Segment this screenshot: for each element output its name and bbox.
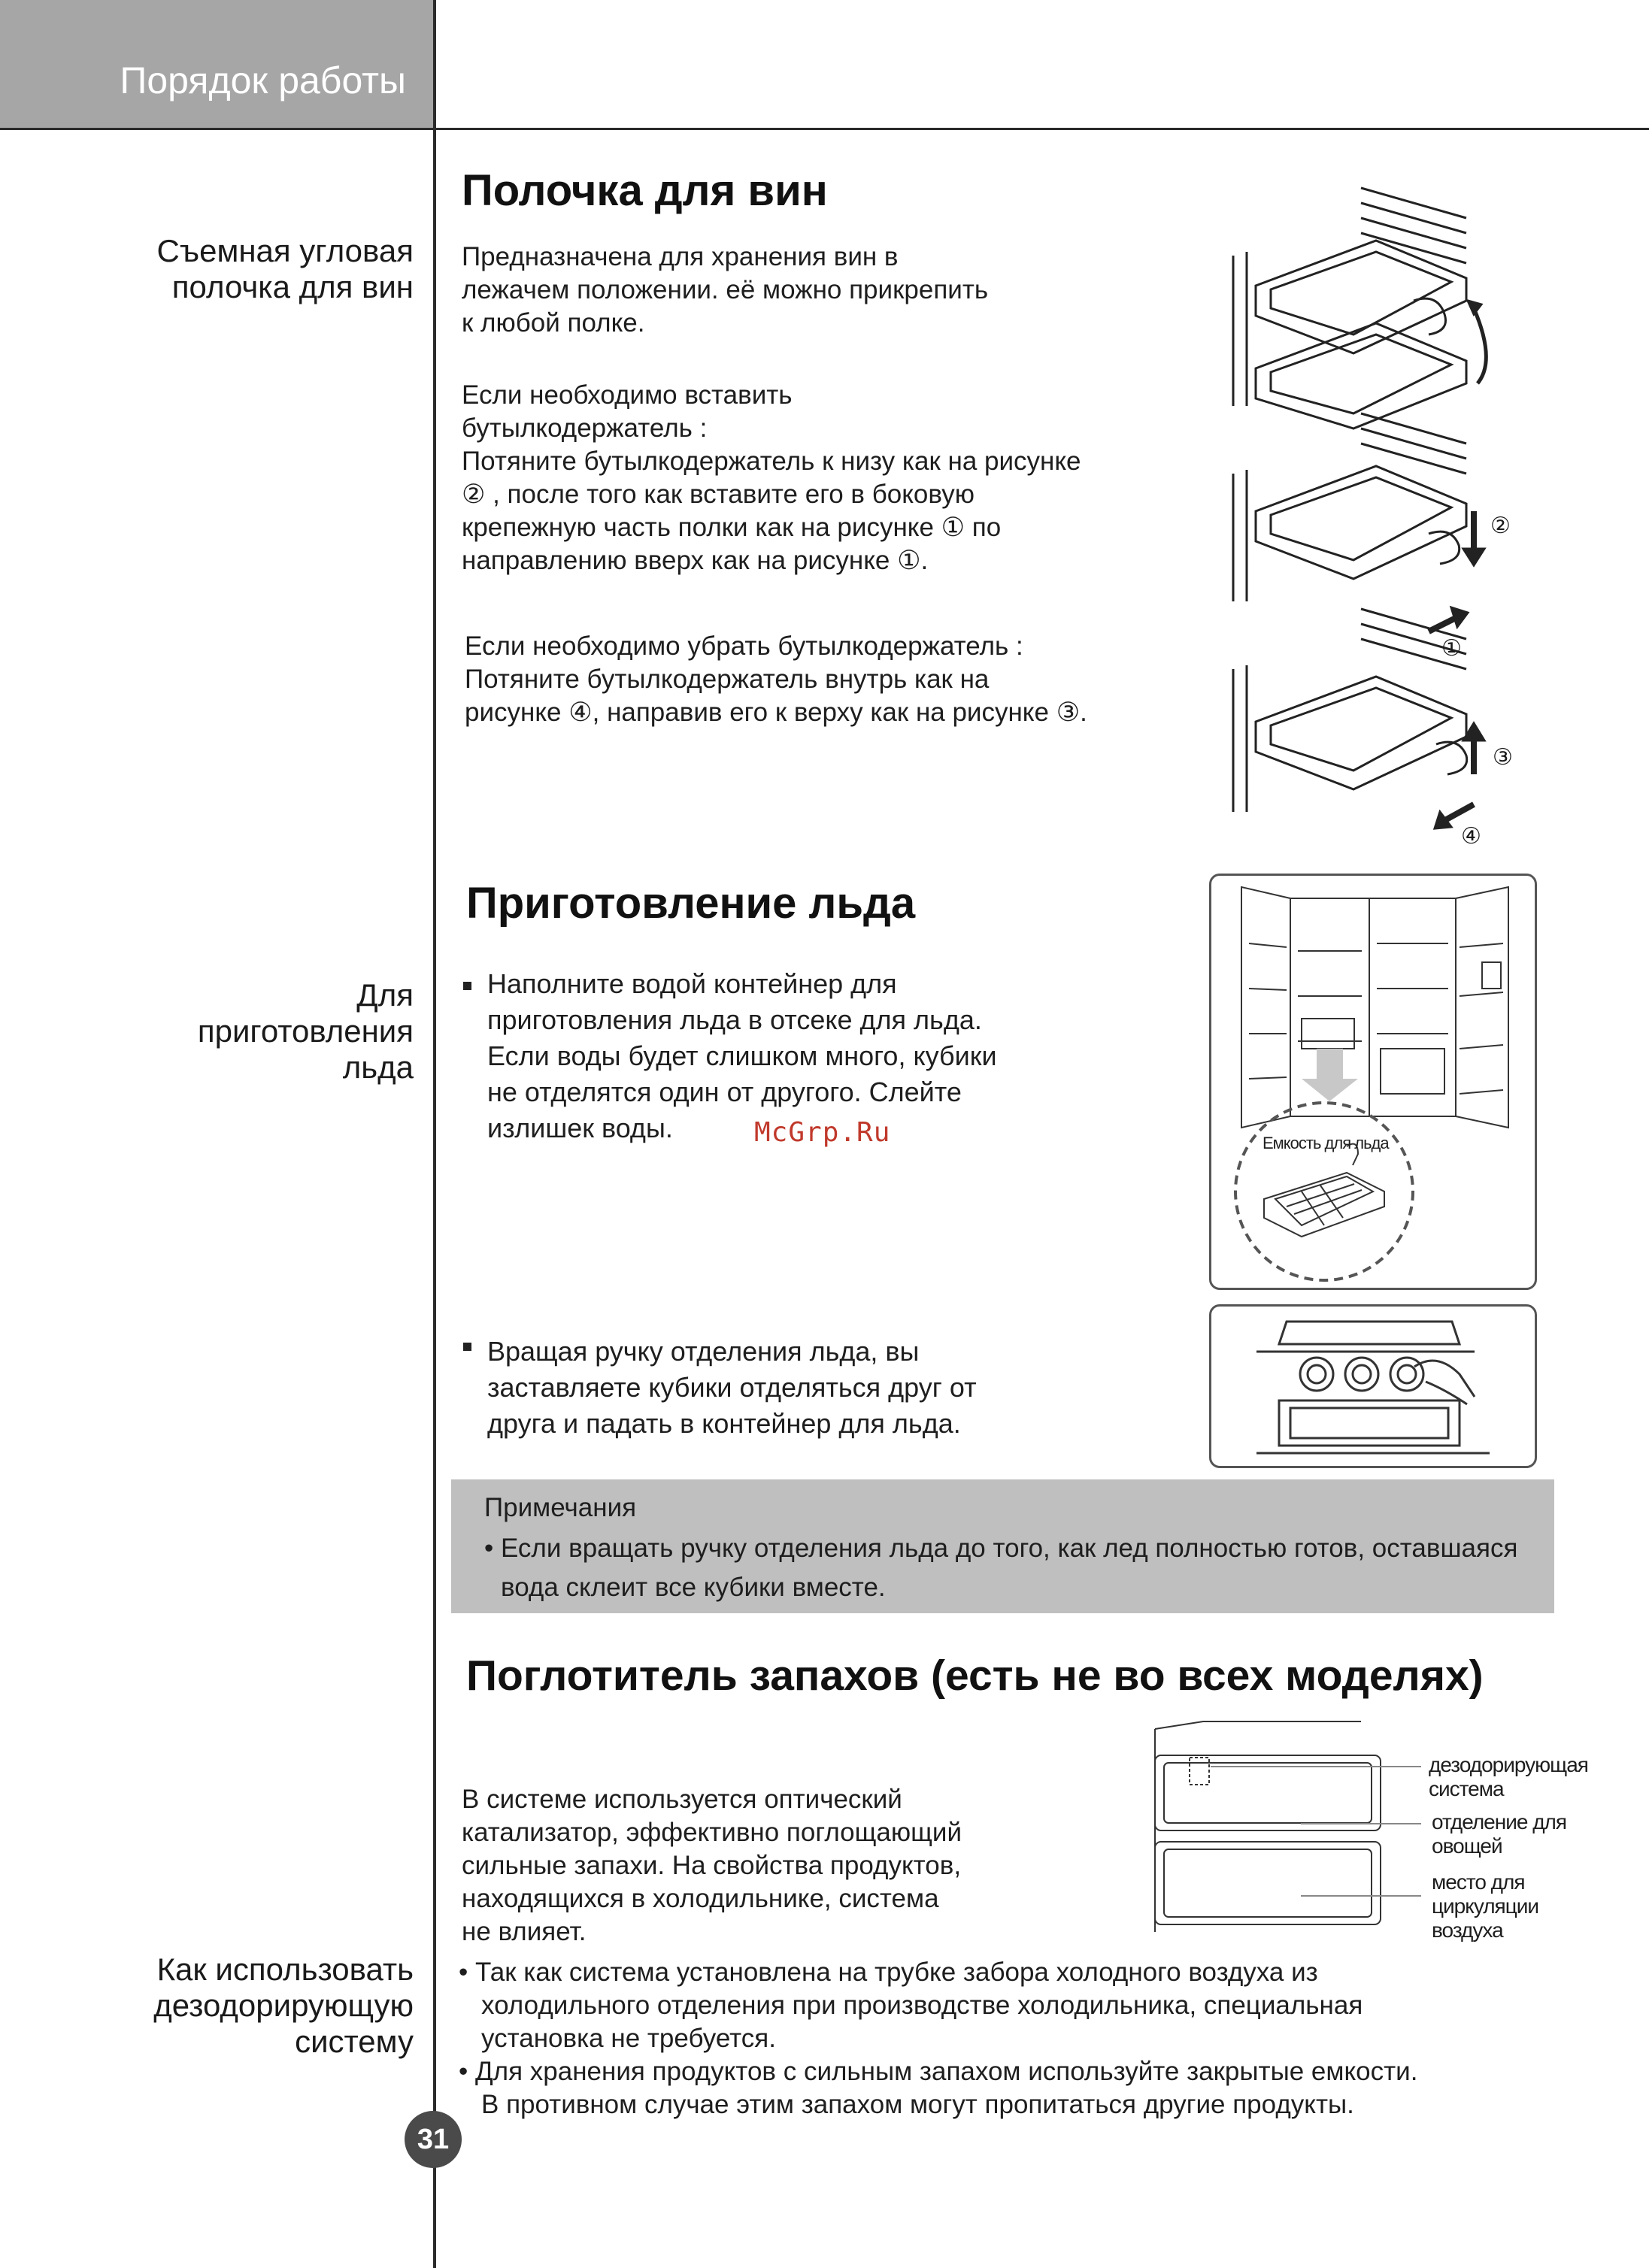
watermark: McGrp.Ru — [754, 1117, 891, 1148]
deodorizer-diagram — [1150, 1714, 1451, 1939]
heading-deodorizer: Поглотитель запахов (есть не во всех моделях) — [466, 1652, 1484, 1700]
label-air-circulation: место для циркуляции воздуха — [1432, 1870, 1539, 1942]
side-label-wine: Съемная угловая полочка для вин — [156, 233, 414, 304]
bullet-marker — [463, 982, 471, 990]
ice-bullet-1: Наполните водой контейнер для приготовления льда в отсеке для льда. Если воды будет слишком много, кубики не отделятся один от другого. Слейте излишек воды. — [487, 968, 997, 1143]
fridge-illustration — [1211, 876, 1535, 1288]
notes-title: Примечания — [484, 1493, 637, 1522]
notes-text: • Если вращать ручку отделения льда до того, как лед полностью готов, оставшаяся вода склеит все кубики вместе. — [484, 1534, 1518, 1602]
side-label-ice: Для приготовления льда — [197, 977, 414, 1085]
wine-shelf-illustration — [1226, 180, 1489, 857]
column-divider — [433, 0, 436, 2268]
ice-knob-illustration — [1211, 1307, 1535, 1466]
page-number: 31 — [405, 2111, 462, 2168]
fig-mark-2: ② — [1490, 513, 1511, 538]
wine-paragraph-3: Если необходимо убрать бутылкодержатель : Потяните бутылкодержатель внутрь как на рисунке ④, направив его к верху как на рисунке ③. — [465, 631, 1087, 727]
fig-mark-3: ③ — [1493, 745, 1513, 770]
deodorizer-bullets: • Так как система установлена на трубке забора холодного воздуха из холодильного отделения при производстве холодильника, специальная установка не требуется. • Для хранения продуктов с сильным запахом используйте закрытые емкости. В противном случае этим запахом могут пропитаться другие продукты. — [459, 1958, 1418, 2119]
label-vegetable-compartment: отделение для овощей — [1432, 1810, 1567, 1858]
side-label-deodorizer: Как использовать дезодорирующую систему — [153, 1952, 414, 2059]
fig-mark-4: ④ — [1461, 824, 1481, 849]
page-header-title: Порядок работы — [120, 59, 406, 101]
ice-knob-figure — [1209, 1304, 1537, 1468]
label-deodorizer-system: дезодорирующая система — [1429, 1753, 1588, 1800]
header-divider — [0, 128, 1649, 130]
wine-paragraph-1: Предназначена для хранения вин в лежачем положении. её можно прикрепить к любой полке. — [462, 242, 989, 338]
wine-paragraph-2: Если необходимо вставить бутылкодержатель : Потяните бутылкодержатель к низу как на рисунке ② , после того как вставите его в боковую крепежную часть полки как на рисунке ① по направлению вверх как на рисунке ①. — [462, 380, 1081, 575]
heading-wine-shelf: Полочка для вин — [462, 166, 828, 215]
ice-container-label: Емкость для льда — [1263, 1134, 1389, 1152]
heading-ice: Приготовление льда — [466, 879, 916, 928]
ice-bullet-2: Вращая ручку отделения льда, вы заставляете кубики отделяться друг от друга и падать в контейнер для льда. — [487, 1336, 977, 1439]
deodorizer-paragraph: В системе используется оптический катализатор, эффективно поглощающий сильные запахи. На свойства продуктов, находящихся в холодильнике, система не влияет. — [462, 1785, 962, 1946]
fig-mark-1: ① — [1441, 636, 1462, 661]
fridge-figure — [1209, 874, 1537, 1290]
bullet-marker — [463, 1343, 471, 1351]
